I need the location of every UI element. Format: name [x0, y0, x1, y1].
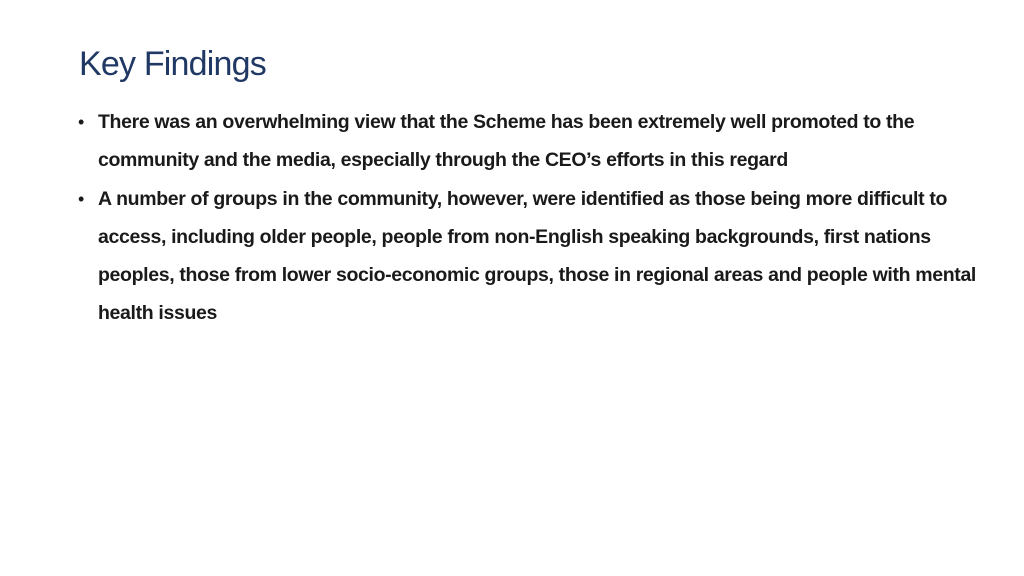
- bullet-dot-icon: •: [78, 112, 84, 132]
- bullet-dot-icon: •: [78, 188, 84, 209]
- bullet-text: A number of groups in the community, however, were identified as those being more difficult to access, including older people, people from non-English speaking backgrounds, first nations peoples, those from lower socio-economic groups, those in regional areas and people with mental health issues: [98, 187, 977, 325]
- bullet-list: [76, 103, 976, 333]
- slide-title: Key Findings: [79, 45, 266, 83]
- bullet-item: [76, 103, 976, 180]
- bullet-text: There was an overwhelming view that the Scheme has been extremely well promoted to the community and the media, especially through the CEO’s efforts in this regard: [98, 111, 915, 172]
- bullet-item: [76, 180, 976, 333]
